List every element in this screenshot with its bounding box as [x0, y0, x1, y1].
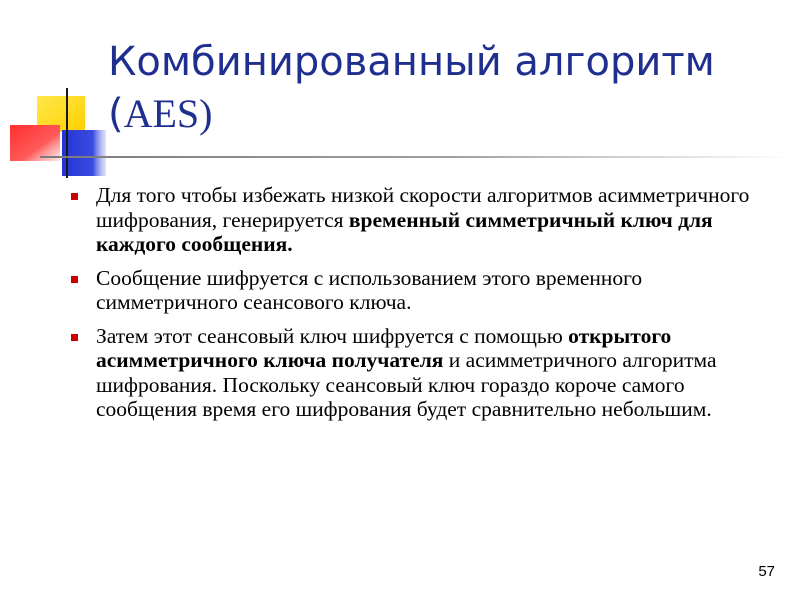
- bullet-item: [70, 183, 782, 257]
- bullet-text-bold: открытого асимметричного ключа получателя: [96, 323, 672, 372]
- slide-title: [108, 36, 768, 140]
- bullet-text: Затем этот сеансовый ключ шифруется с помощью: [96, 323, 569, 348]
- bullet-square-icon: [71, 334, 78, 341]
- bullet-square-icon: [71, 276, 78, 283]
- bullet-list: [70, 183, 782, 431]
- bullet-text: Для того чтобы избежать низкой скорости алгоритмов асимметричного шифрования, генерируется: [96, 183, 750, 232]
- bullet-text: и асимметричного алгоритма шифрования. Поскольку сеансовый ключ гораздо короче самого сообщения время его шифрования будет сравнительно небольшим.: [96, 348, 717, 421]
- title-line-1: Комбинированный алгоритм: [108, 39, 715, 85]
- decor-blue-square: [62, 130, 106, 176]
- bullet-text: Сообщение шифруется с использованием этого временного симметричного сеансового ключа.: [96, 265, 643, 314]
- title-paren: (: [108, 91, 124, 137]
- title-line-2: [108, 88, 768, 140]
- bullet-text-bold: временный симметричный ключ для каждого сообщения.: [96, 207, 713, 256]
- bullet-item: [70, 324, 782, 422]
- bullet-item: [70, 266, 782, 315]
- title-acronym: AES): [123, 91, 213, 136]
- page-number: 57: [758, 563, 775, 580]
- title-divider: [40, 156, 790, 158]
- bullet-square-icon: [71, 193, 78, 200]
